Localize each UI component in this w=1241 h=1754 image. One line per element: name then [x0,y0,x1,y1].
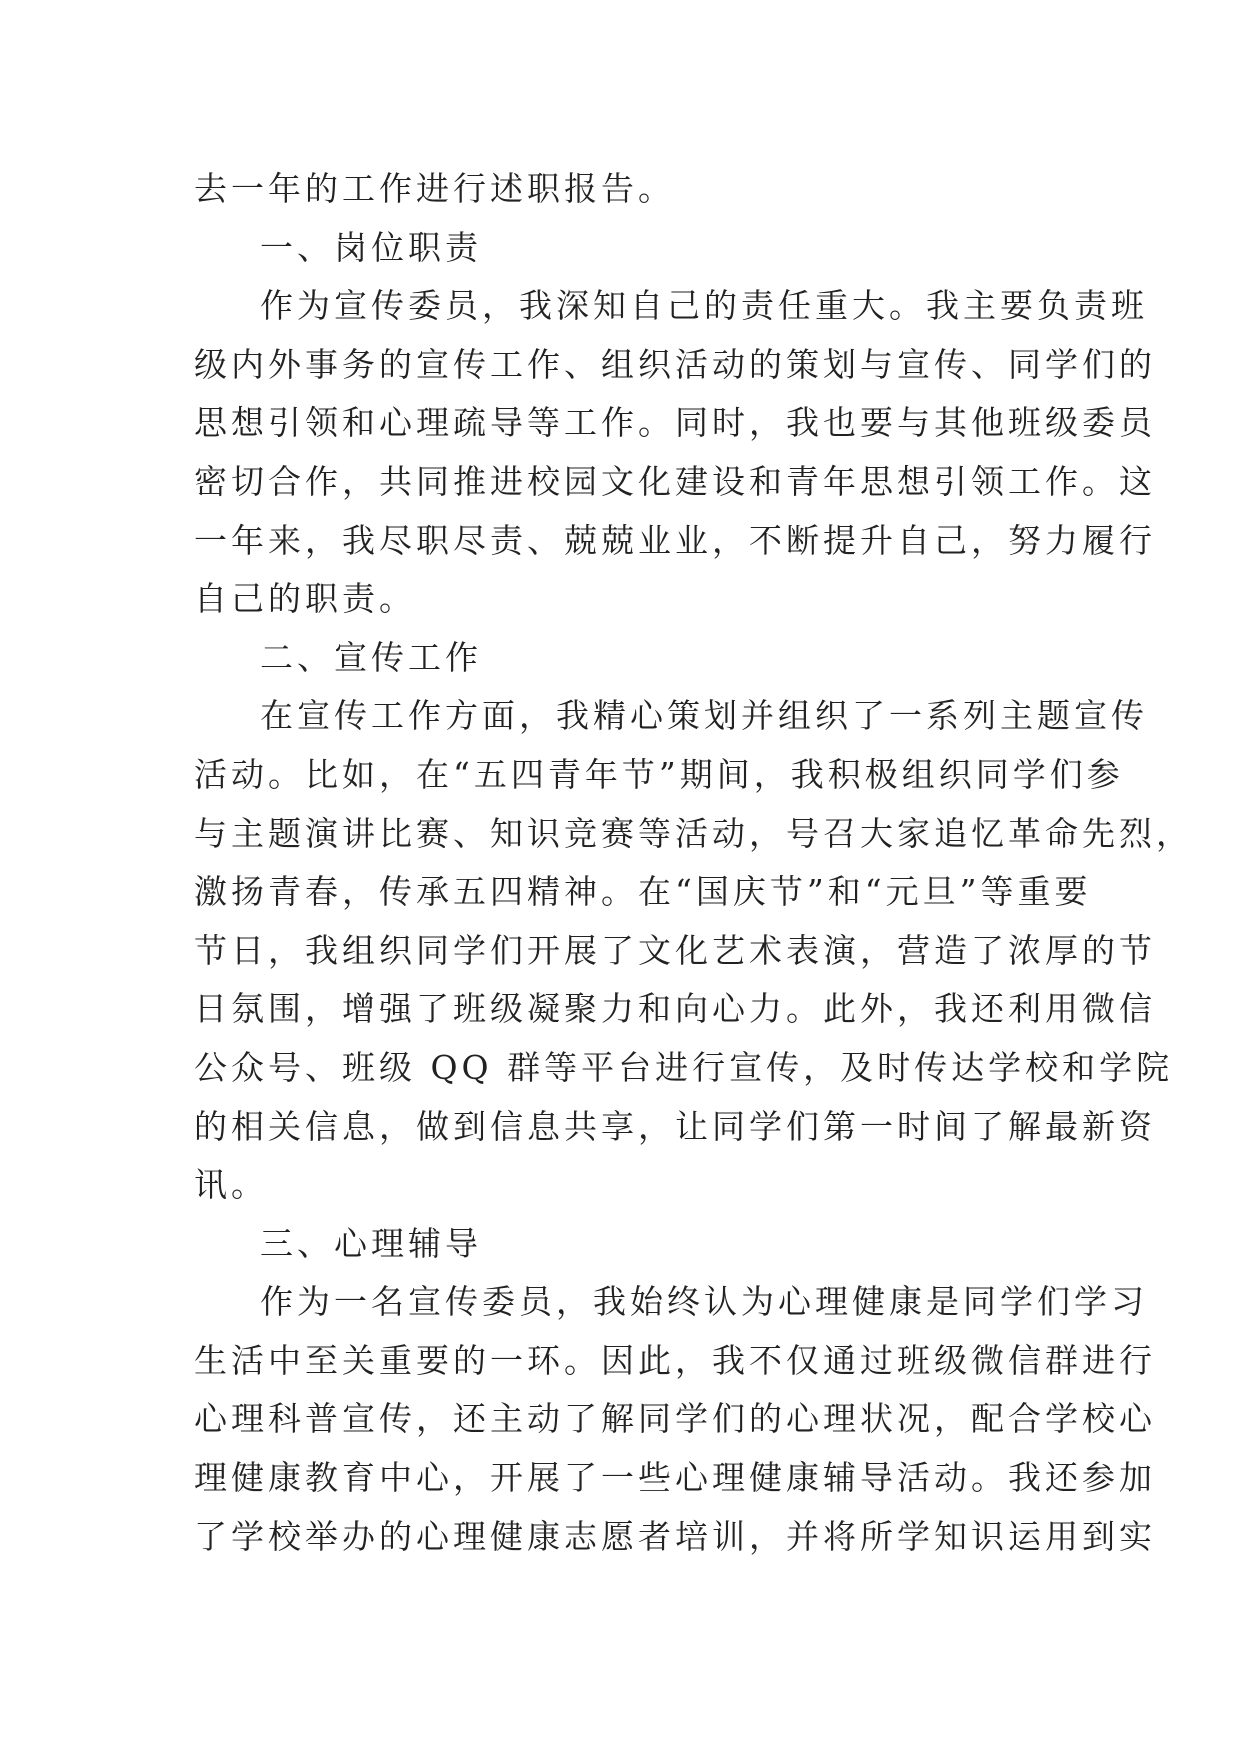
text-line: 讯。 [194,1165,268,1205]
text-line: 活动。比如，在“五四青年节”期间，我积极组织同学们参 [194,754,1124,794]
section-heading: 二、宣传工作 [260,637,482,677]
document-body [194,160,1193,1566]
text-line: 日氛围，增强了班级凝聚力和向心力。此外，我还利用微信 [194,989,1156,1029]
text-line: 去一年的工作进行述职报告。 [194,169,675,208]
text-line: 了学校举办的心理健康志愿者培训，并将所学知识运用到实 [194,1516,1156,1556]
text-line: 激扬青春，传承五四精神。在“国庆节”和“元旦”等重要 [194,872,1092,912]
section-heading: 一、岗位职责 [260,227,482,267]
text-line: 在宣传工作方面，我精心策划并组织了一系列主题宣传 [260,696,1148,736]
text-line: 与主题演讲比赛、知识竞赛等活动，号召大家追忆革命先烈， [194,813,1193,853]
text-line: 节日，我组织同学们开展了文化艺术表演，营造了浓厚的节 [194,930,1156,970]
text-line: 作为一名宣传委员，我始终认为心理健康是同学们学习 [260,1282,1148,1322]
text-line: 公众号、班级 QQ 群等平台进行宣传，及时传达学校和学院 [194,1047,1174,1087]
text-line: 一年来，我尽职尽责、兢兢业业，不断提升自己，努力履行 [194,520,1156,560]
text-line: 自己的职责。 [194,579,416,619]
text-line: 密切合作，共同推进校园文化建设和青年思想引领工作。这 [194,461,1156,501]
section-heading: 三、心理辅导 [260,1223,482,1263]
text-line: 理健康教育中心，开展了一些心理健康辅导活动。我还参加 [194,1458,1156,1498]
text-line: 思想引领和心理疏导等工作。同时，我也要与其他班级委员 [194,403,1156,443]
text-line: 心理科普宣传，还主动了解同学们的心理状况，配合学校心 [194,1399,1156,1439]
text-line: 的相关信息，做到信息共享，让同学们第一时间了解最新资 [194,1106,1156,1146]
text-line: 生活中至关重要的一环。因此，我不仅通过班级微信群进行 [194,1340,1156,1380]
text-line: 作为宣传委员，我深知自己的责任重大。我主要负责班 [260,286,1148,326]
text-line: 级内外事务的宣传工作、组织活动的策划与宣传、同学们的 [194,344,1156,384]
